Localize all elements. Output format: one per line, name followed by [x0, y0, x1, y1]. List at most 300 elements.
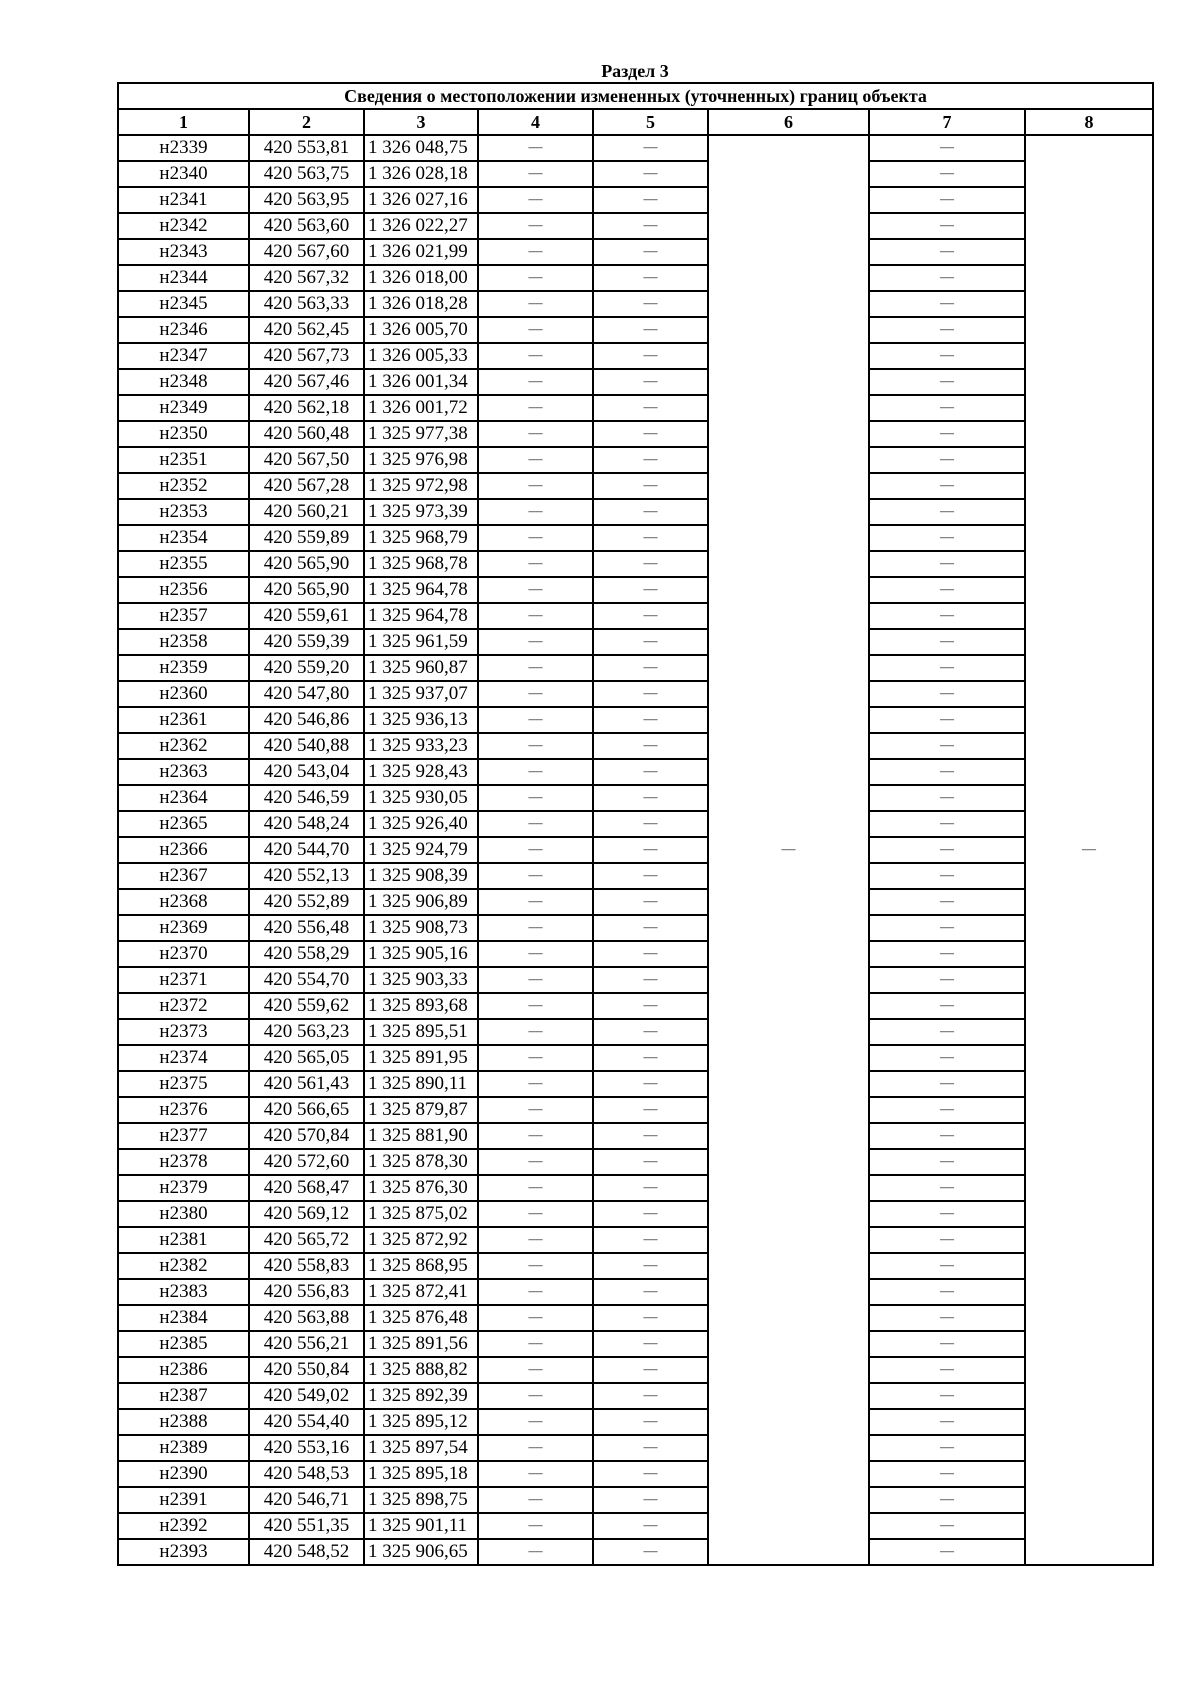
coordinate-x-cell: 420 559,39	[249, 629, 364, 655]
column-5-cell: —	[593, 785, 708, 811]
coordinate-y-cell: 1 326 005,33	[364, 343, 478, 369]
point-number-cell: н2382	[118, 1253, 249, 1279]
table-row	[118, 1331, 1153, 1357]
column-5-cell: —	[593, 629, 708, 655]
table-row	[118, 1487, 1153, 1513]
table-row	[118, 1383, 1153, 1409]
table-row	[118, 629, 1153, 655]
column-5-cell: —	[593, 681, 708, 707]
column-4-cell: —	[478, 135, 593, 161]
column-5-cell: —	[593, 525, 708, 551]
point-number-cell: н2366	[118, 837, 249, 863]
point-number-cell: н2383	[118, 1279, 249, 1305]
column-4-cell: —	[478, 525, 593, 551]
column-5-cell: —	[593, 941, 708, 967]
column-4-cell: —	[478, 499, 593, 525]
column-5-cell: —	[593, 1019, 708, 1045]
column-7-cell: —	[869, 1123, 1025, 1149]
coordinate-y-cell: 1 325 937,07	[364, 681, 478, 707]
coordinate-y-cell: 1 325 961,59	[364, 629, 478, 655]
column-4-cell: —	[478, 1435, 593, 1461]
coordinate-y-cell: 1 325 875,02	[364, 1201, 478, 1227]
coordinate-y-cell: 1 325 897,54	[364, 1435, 478, 1461]
point-number-cell: н2360	[118, 681, 249, 707]
table-row	[118, 1357, 1153, 1383]
column-7-cell: —	[869, 395, 1025, 421]
column-5-cell: —	[593, 603, 708, 629]
column-4-cell: —	[478, 603, 593, 629]
coordinate-y-cell: 1 325 930,05	[364, 785, 478, 811]
column-4-cell: —	[478, 1357, 593, 1383]
table-row	[118, 1305, 1153, 1331]
coordinate-y-cell: 1 326 018,00	[364, 265, 478, 291]
table-row	[118, 1279, 1153, 1305]
column-4-cell: —	[478, 265, 593, 291]
column-4-cell: —	[478, 1227, 593, 1253]
column-7-cell: —	[869, 473, 1025, 499]
table-row	[118, 1071, 1153, 1097]
column-7-cell: —	[869, 1201, 1025, 1227]
point-number-cell: н2367	[118, 863, 249, 889]
column-5-cell: —	[593, 265, 708, 291]
coordinate-x-cell: 420 543,04	[249, 759, 364, 785]
column-7-cell: —	[869, 317, 1025, 343]
coordinate-x-cell: 420 563,88	[249, 1305, 364, 1331]
point-number-cell: н2388	[118, 1409, 249, 1435]
column-7-cell: —	[869, 1357, 1025, 1383]
table-row	[118, 395, 1153, 421]
column-5-cell: —	[593, 213, 708, 239]
point-number-cell: н2371	[118, 967, 249, 993]
coordinate-x-cell: 420 546,59	[249, 785, 364, 811]
coordinate-x-cell: 420 563,60	[249, 213, 364, 239]
point-number-cell: н2359	[118, 655, 249, 681]
coordinate-x-cell: 420 554,40	[249, 1409, 364, 1435]
coordinate-y-cell: 1 326 001,72	[364, 395, 478, 421]
point-number-cell: н2357	[118, 603, 249, 629]
column-7-cell: —	[869, 603, 1025, 629]
column-5-cell: —	[593, 1383, 708, 1409]
coordinate-y-cell: 1 325 892,39	[364, 1383, 478, 1409]
column-5-cell: —	[593, 863, 708, 889]
point-number-cell: н2373	[118, 1019, 249, 1045]
coordinate-x-cell: 420 548,24	[249, 811, 364, 837]
coordinate-x-cell: 420 544,70	[249, 837, 364, 863]
column-4-cell: —	[478, 369, 593, 395]
column-4-cell: —	[478, 1279, 593, 1305]
point-number-cell: н2379	[118, 1175, 249, 1201]
column-4-cell: —	[478, 1149, 593, 1175]
coordinate-x-cell: 420 565,05	[249, 1045, 364, 1071]
column-7-cell: —	[869, 291, 1025, 317]
table-row	[118, 915, 1153, 941]
coordinate-x-cell: 420 565,72	[249, 1227, 364, 1253]
point-number-cell: н2372	[118, 993, 249, 1019]
column-4-cell: —	[478, 1019, 593, 1045]
column-7-cell: —	[869, 369, 1025, 395]
coordinate-x-cell: 420 549,02	[249, 1383, 364, 1409]
point-number-cell: н2390	[118, 1461, 249, 1487]
column-7-cell: —	[869, 1305, 1025, 1331]
point-number-cell: н2361	[118, 707, 249, 733]
coordinate-y-cell: 1 325 905,16	[364, 941, 478, 967]
column-4-cell: —	[478, 863, 593, 889]
table-row	[118, 759, 1153, 785]
column-4-cell: —	[478, 213, 593, 239]
coordinate-y-cell: 1 326 027,16	[364, 187, 478, 213]
coordinate-y-cell: 1 325 964,78	[364, 577, 478, 603]
column-8-merged-cell: —	[1025, 135, 1153, 1565]
table-body	[118, 135, 1153, 1565]
coordinate-x-cell: 420 556,21	[249, 1331, 364, 1357]
table-row	[118, 421, 1153, 447]
column-number-8: 8	[1025, 109, 1153, 135]
table-row	[118, 551, 1153, 577]
column-7-cell: —	[869, 1279, 1025, 1305]
point-number-cell: н2374	[118, 1045, 249, 1071]
column-4-cell: —	[478, 395, 593, 421]
table-row	[118, 941, 1153, 967]
table-row	[118, 863, 1153, 889]
column-7-cell: —	[869, 343, 1025, 369]
column-4-cell: —	[478, 941, 593, 967]
column-7-cell: —	[869, 1487, 1025, 1513]
column-5-cell: —	[593, 1279, 708, 1305]
column-5-cell: —	[593, 1305, 708, 1331]
column-7-cell: —	[869, 993, 1025, 1019]
table-row	[118, 1435, 1153, 1461]
column-number-1: 1	[118, 109, 249, 135]
column-4-cell: —	[478, 473, 593, 499]
column-4-cell: —	[478, 1305, 593, 1331]
coordinate-x-cell: 420 563,95	[249, 187, 364, 213]
column-5-cell: —	[593, 1539, 708, 1565]
point-number-cell: н2378	[118, 1149, 249, 1175]
coordinate-y-cell: 1 325 906,89	[364, 889, 478, 915]
column-7-cell: —	[869, 447, 1025, 473]
column-5-cell: —	[593, 733, 708, 759]
point-number-cell: н2391	[118, 1487, 249, 1513]
point-number-cell: н2341	[118, 187, 249, 213]
coordinate-y-cell: 1 325 977,38	[364, 421, 478, 447]
coordinate-y-cell: 1 325 872,92	[364, 1227, 478, 1253]
table-row	[118, 1227, 1153, 1253]
column-6-merged-cell: —	[708, 135, 869, 1565]
column-7-cell: —	[869, 1253, 1025, 1279]
coordinate-y-cell: 1 325 898,75	[364, 1487, 478, 1513]
table-row	[118, 967, 1153, 993]
coordinate-y-cell: 1 325 878,30	[364, 1149, 478, 1175]
point-number-cell: н2349	[118, 395, 249, 421]
coordinate-y-cell: 1 325 893,68	[364, 993, 478, 1019]
column-number-row	[118, 109, 1153, 135]
column-4-cell: —	[478, 1383, 593, 1409]
point-number-cell: н2345	[118, 291, 249, 317]
column-5-cell: —	[593, 759, 708, 785]
table-row	[118, 1513, 1153, 1539]
coordinate-y-cell: 1 325 891,56	[364, 1331, 478, 1357]
coordinate-y-cell: 1 325 924,79	[364, 837, 478, 863]
column-number-6: 6	[708, 109, 869, 135]
column-7-cell: —	[869, 785, 1025, 811]
column-4-cell: —	[478, 785, 593, 811]
column-7-cell: —	[869, 681, 1025, 707]
table-row	[118, 265, 1153, 291]
column-4-cell: —	[478, 343, 593, 369]
boundary-coordinates-table	[117, 82, 1154, 1566]
coordinate-x-cell: 420 568,47	[249, 1175, 364, 1201]
coordinate-y-cell: 1 326 001,34	[364, 369, 478, 395]
table-row	[118, 1097, 1153, 1123]
column-7-cell: —	[869, 967, 1025, 993]
point-number-cell: н2375	[118, 1071, 249, 1097]
column-7-cell: —	[869, 707, 1025, 733]
coordinate-x-cell: 420 548,53	[249, 1461, 364, 1487]
coordinate-x-cell: 420 546,71	[249, 1487, 364, 1513]
point-number-cell: н2389	[118, 1435, 249, 1461]
point-number-cell: н2362	[118, 733, 249, 759]
coordinate-x-cell: 420 567,50	[249, 447, 364, 473]
column-4-cell: —	[478, 629, 593, 655]
table-row	[118, 317, 1153, 343]
column-5-cell: —	[593, 1461, 708, 1487]
column-5-cell: —	[593, 1227, 708, 1253]
column-4-cell: —	[478, 1539, 593, 1565]
column-5-cell: —	[593, 551, 708, 577]
column-7-cell: —	[869, 1071, 1025, 1097]
table-row	[118, 707, 1153, 733]
point-number-cell: н2370	[118, 941, 249, 967]
column-5-cell: —	[593, 473, 708, 499]
coordinate-y-cell: 1 326 018,28	[364, 291, 478, 317]
column-5-cell: —	[593, 915, 708, 941]
column-4-cell: —	[478, 1409, 593, 1435]
column-4-cell: —	[478, 161, 593, 187]
point-number-cell: н2368	[118, 889, 249, 915]
coordinate-y-cell: 1 325 888,82	[364, 1357, 478, 1383]
table-row	[118, 889, 1153, 915]
column-7-cell: —	[869, 1149, 1025, 1175]
coordinate-x-cell: 420 565,90	[249, 551, 364, 577]
point-number-cell: н2356	[118, 577, 249, 603]
coordinate-x-cell: 420 567,32	[249, 265, 364, 291]
column-4-cell: —	[478, 291, 593, 317]
column-7-cell: —	[869, 187, 1025, 213]
column-7-cell: —	[869, 265, 1025, 291]
point-number-cell: н2347	[118, 343, 249, 369]
coordinate-x-cell: 420 560,21	[249, 499, 364, 525]
coordinate-x-cell: 420 563,75	[249, 161, 364, 187]
coordinate-x-cell: 420 540,88	[249, 733, 364, 759]
column-5-cell: —	[593, 1149, 708, 1175]
coordinate-x-cell: 420 559,20	[249, 655, 364, 681]
column-5-cell: —	[593, 187, 708, 213]
column-7-cell: —	[869, 1045, 1025, 1071]
point-number-cell: н2346	[118, 317, 249, 343]
coordinate-x-cell: 420 562,18	[249, 395, 364, 421]
column-5-cell: —	[593, 135, 708, 161]
column-4-cell: —	[478, 967, 593, 993]
coordinate-y-cell: 1 326 021,99	[364, 239, 478, 265]
table-row	[118, 1201, 1153, 1227]
table-row	[118, 135, 1153, 161]
table-row	[118, 213, 1153, 239]
coordinate-y-cell: 1 325 968,79	[364, 525, 478, 551]
coordinate-x-cell: 420 550,84	[249, 1357, 364, 1383]
coordinate-y-cell: 1 325 906,65	[364, 1539, 478, 1565]
coordinate-x-cell: 420 552,89	[249, 889, 364, 915]
table-row	[118, 499, 1153, 525]
column-4-cell: —	[478, 811, 593, 837]
table-row	[118, 1175, 1153, 1201]
coordinate-y-cell: 1 325 881,90	[364, 1123, 478, 1149]
column-4-cell: —	[478, 889, 593, 915]
point-number-cell: н2342	[118, 213, 249, 239]
column-number-5: 5	[593, 109, 708, 135]
table-row	[118, 161, 1153, 187]
column-7-cell: —	[869, 1461, 1025, 1487]
point-number-cell: н2344	[118, 265, 249, 291]
coordinate-x-cell: 420 567,46	[249, 369, 364, 395]
table-row	[118, 1461, 1153, 1487]
column-5-cell: —	[593, 1175, 708, 1201]
column-7-cell: —	[869, 759, 1025, 785]
column-7-cell: —	[869, 1435, 1025, 1461]
column-number-3: 3	[364, 109, 478, 135]
coordinate-x-cell: 420 546,86	[249, 707, 364, 733]
coordinate-x-cell: 420 559,62	[249, 993, 364, 1019]
point-number-cell: н2392	[118, 1513, 249, 1539]
point-number-cell: н2365	[118, 811, 249, 837]
coordinate-y-cell: 1 325 964,78	[364, 603, 478, 629]
column-7-cell: —	[869, 213, 1025, 239]
column-4-cell: —	[478, 915, 593, 941]
table-row	[118, 1019, 1153, 1045]
column-7-cell: —	[869, 811, 1025, 837]
coordinate-y-cell: 1 325 876,48	[364, 1305, 478, 1331]
column-4-cell: —	[478, 1513, 593, 1539]
column-5-cell: —	[593, 1357, 708, 1383]
table-row	[118, 239, 1153, 265]
point-number-cell: н2353	[118, 499, 249, 525]
coordinate-y-cell: 1 326 005,70	[364, 317, 478, 343]
column-5-cell: —	[593, 1331, 708, 1357]
column-5-cell: —	[593, 655, 708, 681]
column-7-cell: —	[869, 1409, 1025, 1435]
coordinate-x-cell: 420 558,83	[249, 1253, 364, 1279]
column-4-cell: —	[478, 1071, 593, 1097]
column-5-cell: —	[593, 811, 708, 837]
table-caption-row	[118, 83, 1153, 109]
section-title: Раздел 3	[601, 61, 669, 81]
coordinate-x-cell: 420 561,43	[249, 1071, 364, 1097]
column-4-cell: —	[478, 1331, 593, 1357]
coordinate-x-cell: 420 548,52	[249, 1539, 364, 1565]
coordinate-x-cell: 420 556,48	[249, 915, 364, 941]
column-7-cell: —	[869, 1097, 1025, 1123]
coordinate-y-cell: 1 325 908,39	[364, 863, 478, 889]
column-4-cell: —	[478, 1045, 593, 1071]
point-number-cell: н2385	[118, 1331, 249, 1357]
coordinate-y-cell: 1 325 926,40	[364, 811, 478, 837]
coordinate-y-cell: 1 325 973,39	[364, 499, 478, 525]
column-7-cell: —	[869, 1175, 1025, 1201]
table-row	[118, 525, 1153, 551]
table-row	[118, 1409, 1153, 1435]
column-5-cell: —	[593, 447, 708, 473]
column-7-cell: —	[869, 863, 1025, 889]
column-7-cell: —	[869, 655, 1025, 681]
coordinate-y-cell: 1 325 908,73	[364, 915, 478, 941]
table-row	[118, 1253, 1153, 1279]
column-5-cell: —	[593, 343, 708, 369]
coordinate-y-cell: 1 325 972,98	[364, 473, 478, 499]
column-4-cell: —	[478, 1097, 593, 1123]
column-5-cell: —	[593, 1123, 708, 1149]
coordinate-x-cell: 420 570,84	[249, 1123, 364, 1149]
point-number-cell: н2350	[118, 421, 249, 447]
column-5-cell: —	[593, 707, 708, 733]
coordinate-y-cell: 1 325 960,87	[364, 655, 478, 681]
column-7-cell: —	[869, 837, 1025, 863]
coordinate-x-cell: 420 563,33	[249, 291, 364, 317]
table-row	[118, 447, 1153, 473]
table-row	[118, 1149, 1153, 1175]
table-row	[118, 993, 1153, 1019]
table-row	[118, 1539, 1153, 1565]
column-5-cell: —	[593, 499, 708, 525]
coordinate-x-cell: 420 567,60	[249, 239, 364, 265]
column-4-cell: —	[478, 707, 593, 733]
column-4-cell: —	[478, 551, 593, 577]
column-5-cell: —	[593, 395, 708, 421]
column-7-cell: —	[869, 915, 1025, 941]
point-number-cell: н2339	[118, 135, 249, 161]
point-number-cell: н2387	[118, 1383, 249, 1409]
column-5-cell: —	[593, 889, 708, 915]
column-5-cell: —	[593, 837, 708, 863]
coordinate-x-cell: 420 554,70	[249, 967, 364, 993]
column-4-cell: —	[478, 1253, 593, 1279]
table-row	[118, 733, 1153, 759]
column-4-cell: —	[478, 1461, 593, 1487]
coordinate-y-cell: 1 325 928,43	[364, 759, 478, 785]
column-4-cell: —	[478, 759, 593, 785]
column-4-cell: —	[478, 681, 593, 707]
coordinate-x-cell: 420 553,16	[249, 1435, 364, 1461]
column-7-cell: —	[869, 733, 1025, 759]
column-7-cell: —	[869, 1383, 1025, 1409]
coordinate-x-cell: 420 551,35	[249, 1513, 364, 1539]
coordinate-x-cell: 420 559,89	[249, 525, 364, 551]
point-number-cell: н2340	[118, 161, 249, 187]
table-row	[118, 681, 1153, 707]
coordinate-x-cell: 420 560,48	[249, 421, 364, 447]
point-number-cell: н2377	[118, 1123, 249, 1149]
column-5-cell: —	[593, 239, 708, 265]
coordinate-y-cell: 1 325 868,95	[364, 1253, 478, 1279]
coordinate-x-cell: 420 558,29	[249, 941, 364, 967]
column-4-cell: —	[478, 421, 593, 447]
coordinate-y-cell: 1 325 895,51	[364, 1019, 478, 1045]
table-row	[118, 343, 1153, 369]
column-5-cell: —	[593, 1253, 708, 1279]
coordinate-y-cell: 1 326 048,75	[364, 135, 478, 161]
coordinate-x-cell: 420 567,73	[249, 343, 364, 369]
table-caption: Сведения о местоположении измененных (уточненных) границ объекта	[118, 83, 1153, 109]
coordinate-y-cell: 1 325 876,30	[364, 1175, 478, 1201]
column-number-4: 4	[478, 109, 593, 135]
